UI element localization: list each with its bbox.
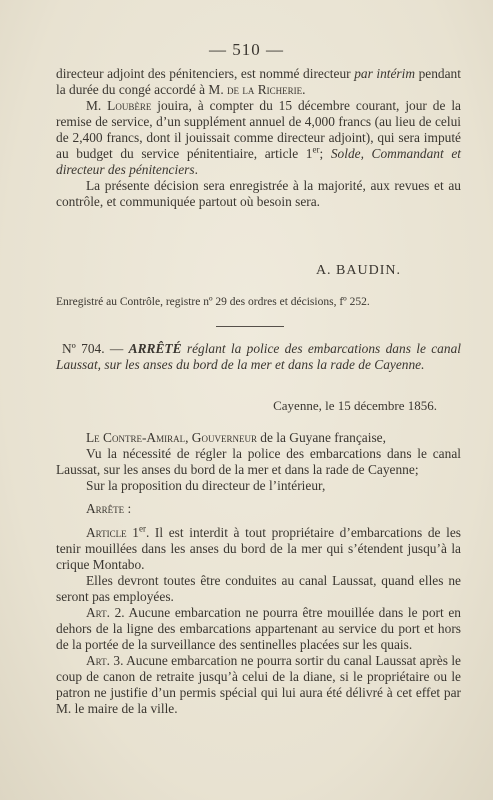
para2-italic: Solde, Commandant et directeur des pénitenciers	[56, 146, 461, 177]
para2-sep: ;	[319, 146, 331, 161]
paragraph-2	[56, 98, 461, 178]
article-3	[56, 653, 461, 717]
authority: Le Contre-Amiral, Gouverneur	[86, 430, 257, 445]
article-1-label: Article 1	[86, 525, 139, 540]
paragraph-3: La présente décision sera enregistrée à la majorité, aux revues et au contrôle, et communiquée partout où besoin sera.	[56, 178, 461, 209]
decree-body	[56, 430, 461, 717]
arrete-heading: Arrête :	[86, 501, 132, 516]
vu-paragraph: Vu la nécessité de régler la police des embarcations dans le canal Laussat, sur les anses du bord de la mer et dans la rade de Cayenne;	[56, 446, 461, 477]
article-1-continued: Elles devront toutes être conduites au canal Laussat, quand elles ne seront pas employées.	[56, 573, 461, 604]
sur-paragraph: Sur la proposition du directeur de l’intérieur,	[86, 478, 326, 493]
para1-italic: par intérim	[354, 66, 416, 81]
paragraph-1	[56, 66, 461, 98]
registration-note: Enregistré au Contrôle, registre nº 29 des ordres et décisions, fº 252.	[56, 296, 370, 308]
decree-number: Nº 704.	[62, 341, 105, 356]
previous-decision-text	[56, 66, 461, 210]
article-1-text: . Il est interdit à tout propriétaire d’embarcations de les tenir mouillées dans les anses du bord de la mer qui s’étendent jusqu’à la crique Montabo.	[56, 525, 461, 572]
title-dash: —	[104, 341, 129, 356]
article-2-label: Art. 2.	[86, 605, 125, 620]
para2-text: M.	[86, 98, 108, 113]
article-3-label: Art. 3.	[86, 653, 124, 668]
para1-text-2: pendant la durée du congé accordé à M.	[56, 66, 461, 97]
decree-kind: ARRÊTÉ	[128, 341, 182, 356]
para2-name: Loubère	[107, 98, 152, 113]
para2-text-2: jouira, à compter du 15 décembre courant, jour de la remise de service, d’un supplément annuel de 4,000 francs (au lieu de celui de 2,400 francs, dont il jouissait comme directeur adjoint), qui sera imputé au budget du service pénitentiaire, article 1	[56, 98, 461, 161]
para1-text: directeur adjoint des pénitenciers, est nommé directeur	[56, 66, 355, 81]
page-number: — 510 —	[209, 40, 284, 59]
intro-line	[56, 430, 461, 446]
article-2-text: Aucune embarcation ne pourra être mouillée dans le port en dehors de la ligne des embarcations appartenant au service du port et hors de la portée de la surveillance des sentinelles placées sur les quais.	[56, 605, 461, 652]
divider	[216, 326, 284, 327]
decree-date: Cayenne, le 15 décembre 1856.	[273, 398, 437, 413]
decree-subject: réglant la police des embarcations dans le canal Laussat, sur les anses du bord de la mer et dans la rade de Cayenne.	[56, 341, 461, 372]
authority-place: de la Guyane française,	[256, 430, 386, 445]
article-3-text: Aucune embarcation ne pourra sortir du canal Laussat après le coup de canon de retraite jusqu’à celui de la diane, si le propriétaire ou le patron ne justifie d’un permis spécial qui lui aura été délivré à cet effet par M. le maire de la ville.	[56, 653, 461, 716]
decree-title	[56, 341, 461, 373]
para1-name: de la Richerie	[227, 82, 303, 97]
para2-end: .	[194, 162, 198, 177]
article-1-sup: er	[138, 523, 146, 534]
para2-sup: er	[312, 144, 320, 155]
article-1	[56, 525, 461, 573]
signature: A. BAUDIN.	[315, 263, 401, 278]
article-2	[56, 605, 461, 653]
para1-end: .	[302, 82, 306, 97]
